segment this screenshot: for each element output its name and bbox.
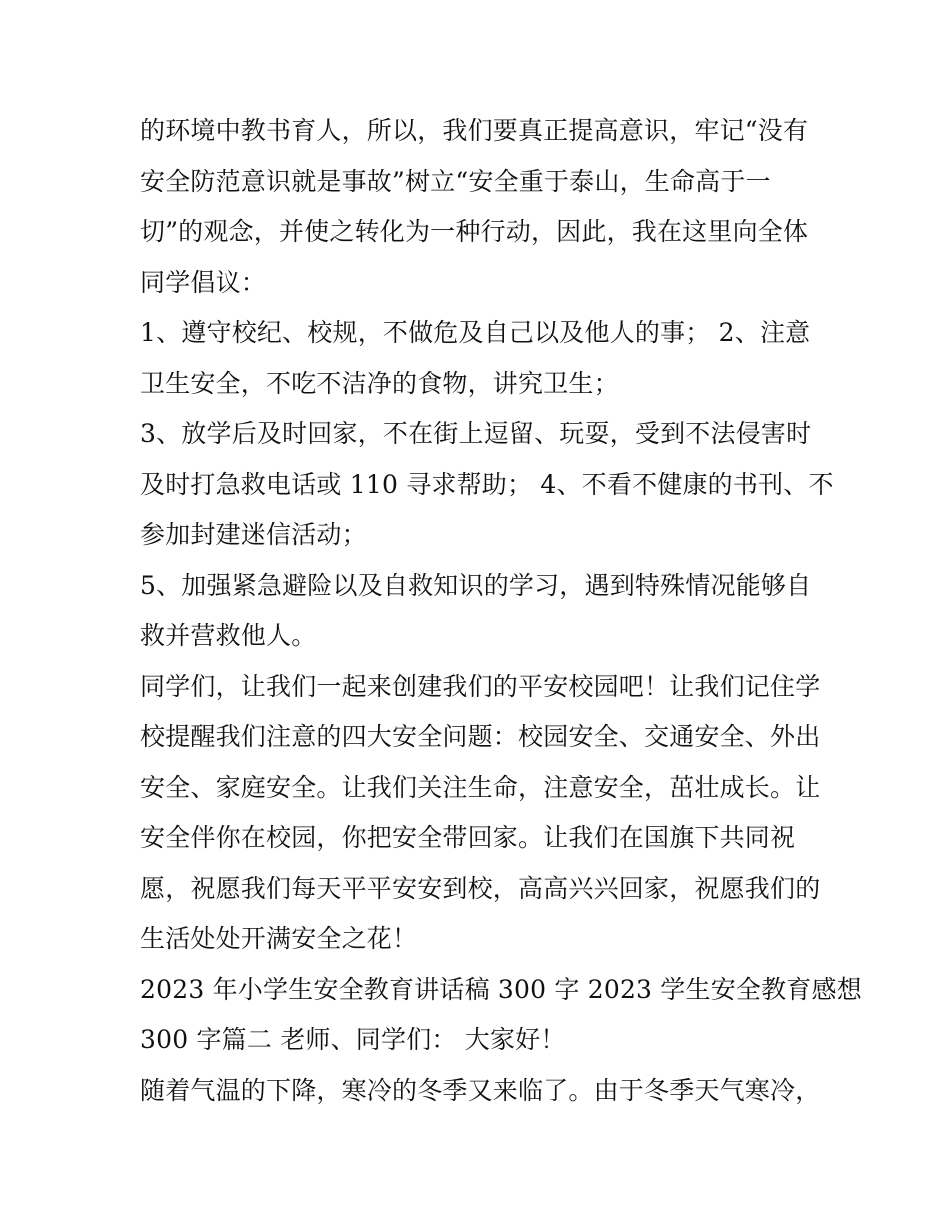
text-line: 校提醒我们注意的四大安全问题：校园安全、交通安全、外出 bbox=[140, 722, 821, 751]
text-line: 安全防范意识就是事故”树立“安全重于泰山，生命高于一 bbox=[140, 166, 771, 196]
text-line: 同学倡议： bbox=[140, 267, 267, 297]
text-line: 的环境中教书育人，所以，我们要真正提高意识，牢记“没有 bbox=[140, 116, 809, 145]
text-line: 愿，祝愿我们每天平平安安到校，高高兴兴回家，祝愿我们的 bbox=[140, 873, 821, 903]
document-body bbox=[140, 106, 862, 1116]
text-line: 安全、家庭安全。让我们关注生命，注意安全，茁壮成长。让 bbox=[140, 772, 821, 802]
list-item-line: 卫生安全，不吃不洁净的食物，讲究卫生； bbox=[140, 368, 619, 398]
list-item-line: 及时打急救电话或 110 寻求帮助； 4、不看不健康的书刊、不 bbox=[140, 469, 834, 499]
list-item-line: 参加封建迷信活动； bbox=[140, 520, 367, 549]
list-item-line: 救并营救他人。 bbox=[140, 621, 317, 650]
list-item-line: 1、遵守校纪、校规，不做危及自己以及他人的事； 2、注意 bbox=[140, 318, 811, 347]
section-heading-line: 2023 年小学生安全教育讲话稿 300 字 2023 学生安全教育感想 bbox=[140, 974, 862, 1004]
section-heading-line: 300 字篇二 老师、同学们： 大家好！ bbox=[140, 1025, 566, 1054]
text-line: 随着气温的下降，寒冷的冬季又来临了。由于冬季天气寒冷， bbox=[140, 1075, 821, 1105]
text-line: 切”的观念，并使之转化为一种行动，因此，我在这里向全体 bbox=[140, 217, 809, 246]
list-item-line: 3、放学后及时回家，不在街上逗留、玩耍，受到不法侵害时 bbox=[140, 419, 812, 448]
text-line: 安全伴你在校园，你把安全带回家。让我们在国旗下共同祝 bbox=[140, 823, 796, 852]
text-line: 同学们，让我们一起来创建我们的平安校园吧！让我们记住学 bbox=[140, 671, 821, 701]
text-line: 生活处处开满安全之花！ bbox=[140, 924, 418, 953]
list-item-line: 5、加强紧急避险以及自救知识的学习，遇到特殊情况能够自 bbox=[140, 570, 812, 600]
